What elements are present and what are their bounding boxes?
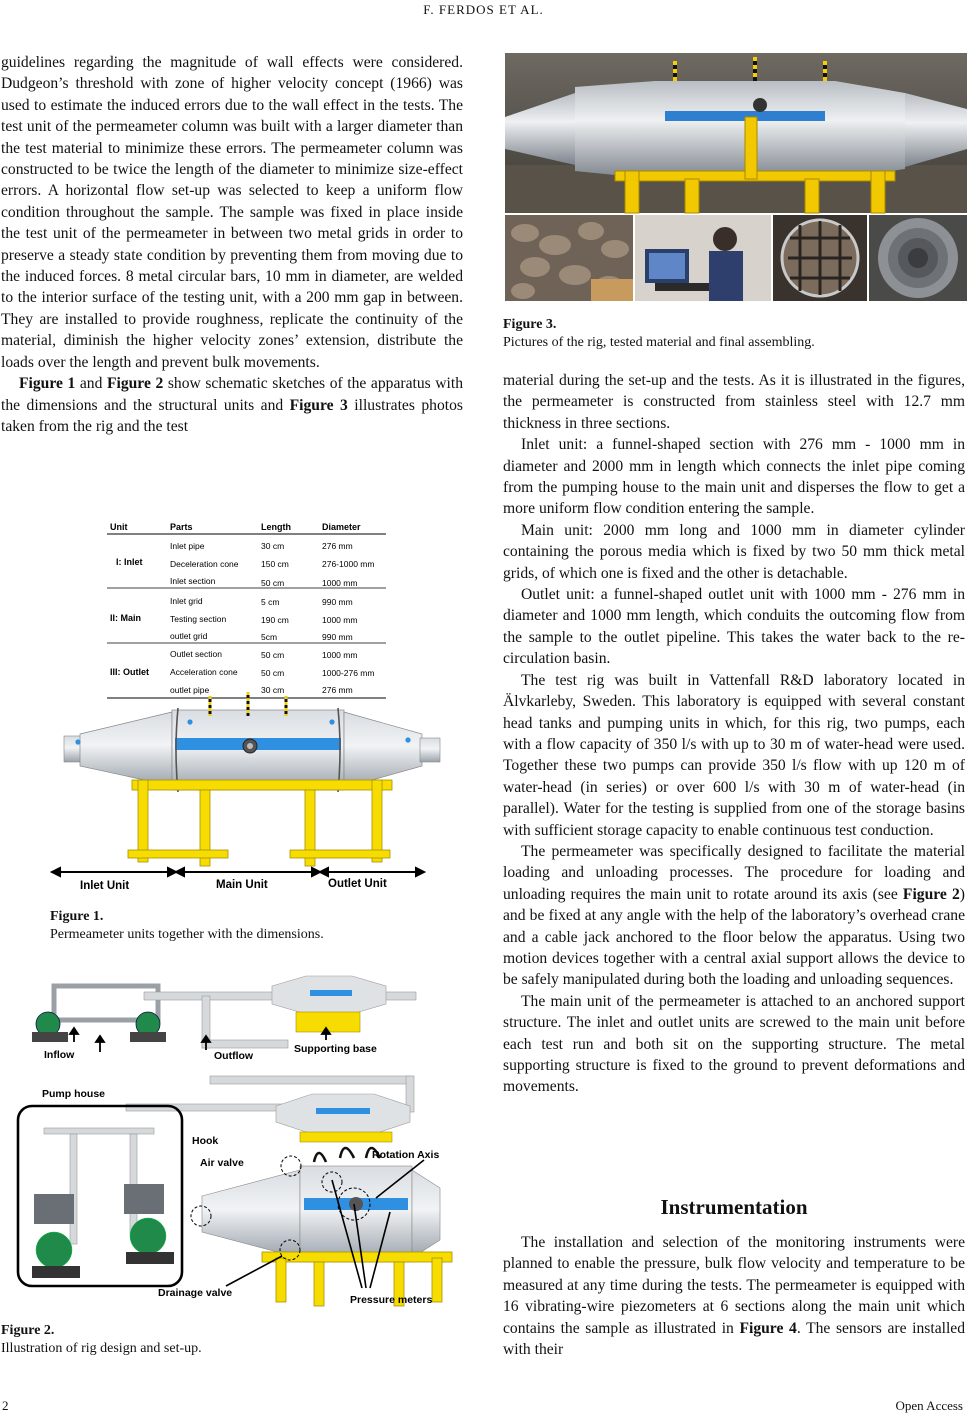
table-cell: Acceleration cone: [170, 667, 238, 677]
inflow-label: Inflow: [44, 1049, 75, 1061]
figure-reference[interactable]: Figure 4: [739, 1319, 797, 1337]
pressure-meters-label: Pressure meters: [350, 1294, 433, 1306]
table-cell: 1000 mm: [322, 615, 358, 625]
mid-rig: [126, 1076, 414, 1142]
figure-1-caption: [50, 908, 470, 944]
figure-3-photos: [505, 53, 967, 301]
paragraph: Inlet unit: a funnel-shaped section with 276 mm - 1000 mm in diameter and 2000 mm in length which connects the inlet pipe coming from the pumping house to the main unit and disperses the flow to get a more uniform flow condition entering the sample.: [503, 436, 965, 518]
table-cell: 1000-276 mm: [322, 668, 375, 678]
table-cell: 30 cm: [261, 685, 285, 695]
table-cell: 50 cm: [261, 668, 285, 678]
metal-grid-photo: [773, 215, 867, 301]
stone-material-photo: [505, 215, 633, 301]
caption-title: Figure 2.: [1, 1323, 55, 1338]
outlet-unit-label: Outlet Unit: [328, 878, 387, 890]
figure-reference[interactable]: Figure 2: [902, 885, 960, 903]
rotation-axis-label: Rotation Axis: [372, 1149, 440, 1161]
table-cell: 190 cm: [261, 615, 289, 625]
table-cell: 50 cm: [261, 578, 285, 588]
table-cell: 30 cm: [261, 541, 285, 551]
paragraph: material during the set-up and the tests. As it is illustrated in the figures, the permeameter is constructed from stainless steel with 12.7 mm thickness in three sections.: [503, 372, 965, 432]
journal-label: Open Access: [895, 1398, 963, 1413]
table-cell: 990 mm: [322, 632, 353, 642]
page-number: 2: [2, 1398, 9, 1413]
drainage-valve-label: Drainage valve: [158, 1287, 233, 1299]
section-title: Instrumentation: [660, 1195, 808, 1219]
main-rig: [191, 1148, 452, 1306]
rig-photo: [505, 53, 967, 213]
table-cell: 150 cm: [261, 559, 289, 569]
table-cell: outlet pipe: [170, 685, 210, 695]
outflow-label: Outflow: [214, 1050, 254, 1062]
right-column-text: [503, 370, 965, 1098]
table-header: Unit: [110, 522, 128, 532]
caption-text: Illustration of rig design and set-up.: [1, 1341, 202, 1356]
figure-1-diagram: [50, 510, 450, 902]
caption-title: Figure 3.: [503, 317, 557, 332]
running-header: F. FERDOS ET AL.: [423, 2, 544, 17]
table-cell: Inlet section: [170, 576, 216, 586]
table-cell: Outlet section: [170, 649, 222, 659]
paragraph: Main unit: 2000 mm long and 1000 mm in diameter cylinder containing the porous media which is fixed by two 50 mm thick metal grids, of which one is fixed and the other is detachable.: [503, 521, 965, 582]
table-unit: II: Main: [110, 613, 141, 623]
paragraph: The permeameter was specifically designed to facilitate the material loading and unloading processes. The procedure for loading and unloading requires the main unit to rotate around its axis (see Figure 2) and be fixed at any angle with the help of the laboratory’s overhead crane and a cable jack anchored to the floor below the apparatus. Using two motion devices together with a central axial support allows the device to be safely manipulated during both the loading and unloading sequences.: [503, 842, 965, 989]
paragraph: The test rig was built in Vattenfall R&D laboratory located in Älvkarleby, Sweden. This laboratory is equipped with several constant head tanks and pumping units in which, for this rig, two pumps, each with a flow capacity of 350 l/s with up to 30 m of water-head were used. Together these two pumps can provide 350 l/s flow with up 120 m of water-head (in series) or over 600 l/s with 30 m of water-head (in parallel). Water for the testing is supplied from one of the storage basins with sufficient storage capacity to enable continuous test conduction.: [503, 671, 965, 839]
table-header: Length: [261, 522, 291, 532]
figure-reference[interactable]: Figure 3: [289, 396, 348, 414]
table-unit: I: Inlet: [116, 557, 143, 567]
pump-house-label: Pump house: [42, 1088, 106, 1100]
caption-text: Permeameter units together with the dimensions.: [50, 927, 324, 942]
hook-label: Hook: [192, 1135, 219, 1147]
paragraph: The main unit of the permeameter is attached to an anchored support structure. The inlet and outlet units are screwed to the main unit before each test run and both sit on the supporting structure. The metal supporting structure is fixed to the ground to prevent deformations and movements.: [503, 992, 965, 1096]
left-column-text: [1, 52, 463, 437]
air-valve-label: Air valve: [200, 1157, 244, 1169]
table-cell: Inlet pipe: [170, 541, 205, 551]
table-cell: 5 cm: [261, 597, 280, 607]
table-unit: III: Outlet: [110, 667, 149, 677]
table-cell: 990 mm: [322, 597, 353, 607]
permeameter-drawing: [52, 692, 440, 892]
table-cell: 1000 mm: [322, 578, 358, 588]
table-cell: Deceleration cone: [170, 559, 239, 569]
table-cell: 50 cm: [261, 650, 285, 660]
paragraph: Outlet unit: a funnel-shaped outlet unit with 1000 mm - 276 mm in diameter and 1000 mm length, which conduits the outcoming flow from the sample to the outlet pipeline. This takes the water back to the re-circulation basin.: [503, 586, 965, 668]
figure-reference[interactable]: Figure 2: [106, 375, 164, 393]
table-cell: 1000 mm: [322, 650, 358, 660]
caption-text: Pictures of the rig, tested material and final assembling.: [503, 335, 815, 350]
table-cell: outlet grid: [170, 631, 208, 641]
right-column-text-continued: [503, 1232, 965, 1360]
figure-reference[interactable]: Figure 1: [19, 375, 76, 393]
pipe-interior-photo: [869, 215, 967, 301]
figure-2-diagram: [14, 966, 460, 1312]
table-cell: 5cm: [261, 632, 278, 642]
main-unit-label: Main Unit: [216, 879, 268, 891]
supporting-base-label: Supporting base: [294, 1043, 377, 1055]
paragraph: The installation and selection of the monitoring instruments were planned to enable the pressure, bulk flow velocity and temperature to be measured at any time during the tests. The permeameter is equipped with 16 vibrating-wire piezometers at 6 sections along the main unit which contains the sample as illustrated in Figure 4. The sensors are installed with their: [503, 1234, 965, 1359]
figure-2-caption: [1, 1322, 421, 1358]
caption-title: Figure 1.: [50, 909, 104, 924]
figure-3-caption: [503, 316, 965, 352]
control-desk-photo: [635, 215, 771, 301]
table-header: Parts: [170, 522, 193, 532]
top-layout: [32, 976, 416, 1052]
table-cell: 276 mm: [322, 541, 353, 551]
inlet-unit-label: Inlet Unit: [80, 880, 130, 892]
pump-house-drawing: [32, 1128, 174, 1278]
paragraph: Figure 1 and Figure 2 show schematic sketches of the apparatus with the dimensions and the structural units and Figure 3 illustrates photos taken from the rig and the test: [1, 375, 463, 435]
table-cell: 276 mm: [322, 685, 353, 695]
paragraph: guidelines regarding the magnitude of wall effects were considered. Dudgeon’s threshold with zone of higher velocity concept (1966) was used to estimate the induced errors due to the wall effect in the tests. The test unit of the permeameter column was built with a larger diameter than the test material to minimize these errors. The permeameter column was constructed to be twice the length of the diameter to minimize size-effect errors. A horizontal flow set-up was selected to keep a uniform flow condition throughout the sample. The sample was fixed in place inside the test unit of the permeameter in between two metal grids in order to preserve a steady state condition by preventing them from moving due to the induced forces. 8 metal circular bars, 10 mm in diameter, are welded to the interior surface of the testing unit, with a 200 mm gap in between. They are installed to provide roughness, replicate the continuity of the material, diminish the higher velocity zones’ extension, distribute the loads over the length and prevent bulk movements.: [1, 54, 463, 371]
table-cell: Inlet grid: [170, 596, 203, 606]
table-cell: Testing section: [170, 614, 227, 624]
table-header: Diameter: [322, 522, 361, 532]
table-cell: 276-1000 mm: [322, 559, 375, 569]
